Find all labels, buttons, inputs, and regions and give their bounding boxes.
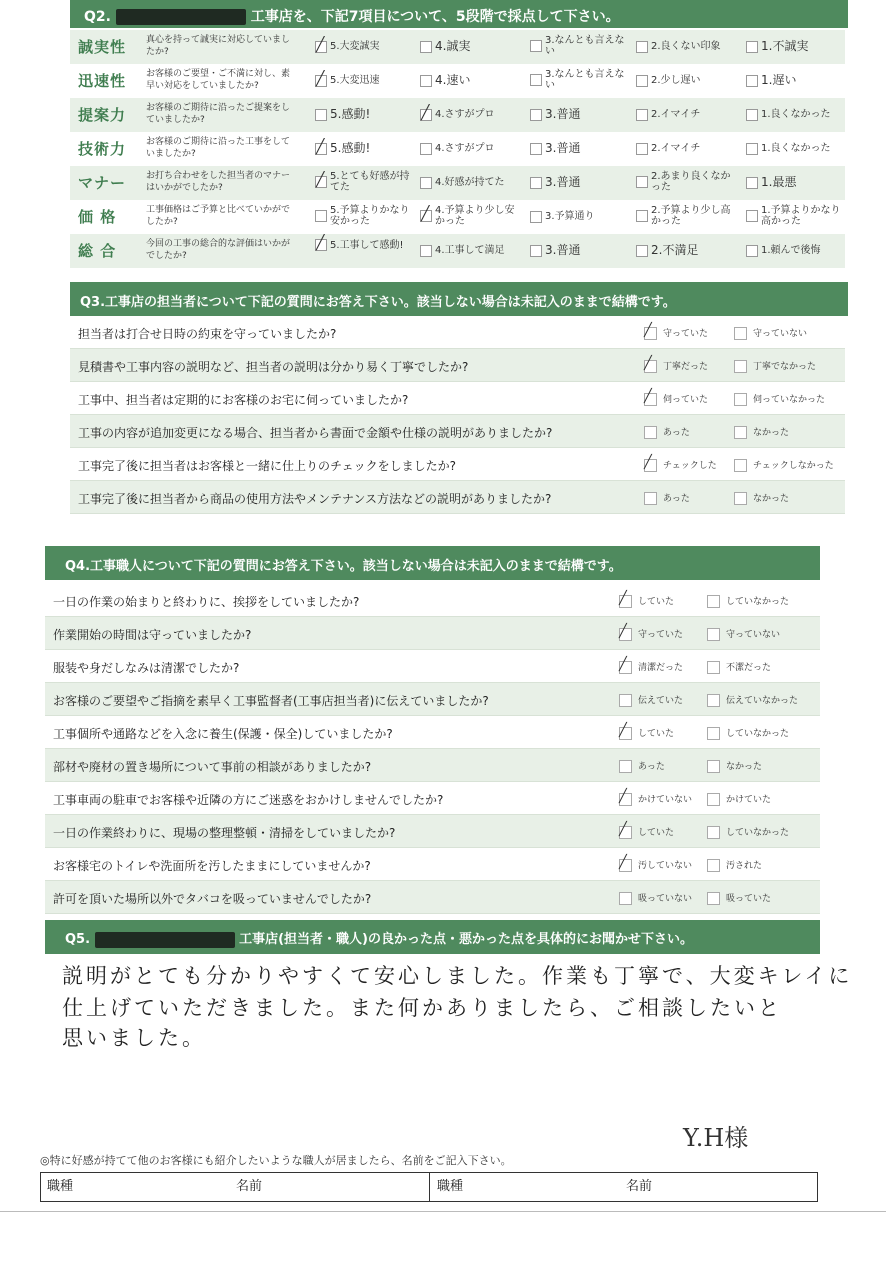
- recommend-note: ◎特に好感が持てて他のお客様にも紹介したいような職人が居ましたら、名前をご記入下さい。: [40, 1154, 512, 1167]
- q4-row: [45, 749, 820, 782]
- q4-header: [45, 546, 820, 580]
- q3-answer-label: なかった: [753, 428, 790, 438]
- q4-question: 作業開始の時間は守っていましたか?: [53, 628, 252, 642]
- q3-row: [70, 448, 845, 481]
- q4-row: [45, 683, 820, 716]
- q2-option-label: 3.普通: [545, 175, 581, 189]
- table-divider: [429, 1173, 430, 1201]
- q4-answer-no[interactable]: [707, 825, 789, 839]
- checkbox[interactable]: [707, 595, 720, 608]
- q5-number: Q5.: [65, 932, 91, 947]
- q4-answer-label: していた: [638, 729, 675, 739]
- q4-answer-no[interactable]: [707, 891, 771, 905]
- q4-answer-label: 汚された: [726, 861, 763, 871]
- checkbox[interactable]: [644, 393, 657, 406]
- q2-header: [70, 0, 848, 28]
- checkbox[interactable]: [420, 245, 432, 257]
- q2-header-text: 工事店を、下記7項目について、5段階で採点して下さい。: [250, 9, 620, 25]
- q2-option-label: 1.遅い: [761, 73, 797, 87]
- q2-option-label: 5.工事して感動!: [330, 239, 404, 251]
- q3-answer-label: あった: [663, 494, 690, 504]
- q2-option-label: 3.なんとも言えない: [545, 69, 625, 91]
- q4-row: [45, 617, 820, 650]
- checkbox[interactable]: [636, 41, 648, 53]
- q4-answer-yes[interactable]: [619, 792, 692, 806]
- q2-category: 誠実性: [78, 38, 127, 56]
- q2-row: [70, 200, 845, 234]
- q3-answer-label: 伺っていた: [663, 395, 709, 405]
- q2-category: 迅速性: [78, 72, 127, 90]
- q2-option[interactable]: [420, 142, 524, 156]
- answer-line-2: 仕上げていただきました。また何かありましたら、ご相談したいと: [62, 996, 782, 1020]
- q4-answer-yes[interactable]: [619, 825, 674, 839]
- q4-answer-label: 汚していない: [638, 861, 693, 871]
- checkbox[interactable]: [707, 859, 720, 872]
- checkbox[interactable]: [530, 211, 542, 223]
- checkbox[interactable]: [530, 40, 542, 52]
- q2-option[interactable]: [746, 205, 844, 227]
- checkbox[interactable]: [420, 75, 432, 87]
- q4-answer-label: なかった: [726, 762, 763, 772]
- q4-question: 工事個所や通路などを入念に養生(保護・保全)していましたか?: [53, 727, 393, 741]
- q2-option-label: 2.良くない印象: [651, 41, 721, 52]
- check-mark-icon: ╱: [316, 36, 325, 53]
- q4-row: [45, 881, 820, 914]
- q4-answer-label: 不潔だった: [726, 663, 772, 673]
- q4-answer-no[interactable]: [707, 858, 762, 872]
- recommend-name-table: [40, 1172, 818, 1202]
- q2-option[interactable]: [530, 142, 634, 155]
- checkbox[interactable]: [734, 393, 747, 406]
- q2-option[interactable]: [315, 70, 419, 88]
- q3-answer-label: なかった: [753, 494, 790, 504]
- q2-option[interactable]: [315, 36, 419, 54]
- checkbox[interactable]: [619, 859, 632, 872]
- q2-option[interactable]: [530, 176, 634, 189]
- checkbox[interactable]: [746, 75, 758, 87]
- q2-question: お客様のご期待に沿ったご提案をしていましたか?: [146, 103, 291, 125]
- q4-answer-no[interactable]: [707, 693, 798, 707]
- checkbox[interactable]: [315, 235, 327, 251]
- q2-option-label: 2.予算より少し高かった: [651, 205, 731, 227]
- checkbox[interactable]: [636, 176, 648, 188]
- q4-question: 部材や廃材の置き場所について事前の相談がありましたか?: [53, 760, 372, 774]
- q4-answer-yes[interactable]: [619, 891, 692, 905]
- q3-answer-yes[interactable]: [644, 491, 690, 505]
- q3-answer-label: 守っていた: [663, 329, 709, 339]
- q3-question: 工事完了後に担当者はお客様と一緒に仕上りのチェックをしましたか?: [78, 459, 457, 473]
- q2-option-label: 4.工事して満足: [435, 245, 505, 256]
- checkbox[interactable]: [619, 661, 632, 674]
- checkbox[interactable]: [619, 892, 632, 905]
- q3-row: [70, 481, 845, 514]
- checkbox[interactable]: [619, 694, 632, 707]
- q2-option[interactable]: [530, 108, 634, 121]
- checkbox[interactable]: [644, 327, 657, 340]
- q2-option[interactable]: [636, 205, 740, 227]
- q3-answer-label: 伺っていなかった: [753, 395, 826, 405]
- checkbox[interactable]: [530, 109, 542, 121]
- checkbox[interactable]: [619, 628, 632, 641]
- q2-category: マナー: [78, 174, 127, 192]
- q2-option-label: 4.さすがプロ: [435, 143, 495, 154]
- q3-answer-no[interactable]: [734, 326, 807, 340]
- q2-option[interactable]: [420, 205, 524, 227]
- checkbox[interactable]: [315, 138, 327, 155]
- q4-row: [45, 848, 820, 881]
- checkbox[interactable]: [315, 172, 327, 188]
- q2-question: お客様のご期待に沿った工事をしていましたか?: [146, 137, 291, 159]
- q3-answer-label: あった: [663, 428, 690, 438]
- checkbox[interactable]: [619, 595, 632, 608]
- job-label-1: 職種: [47, 1179, 74, 1194]
- q2-option-label: 5.予算よりかなり安かった: [330, 205, 410, 227]
- q4-answer-no[interactable]: [707, 627, 780, 641]
- q4-row: [45, 650, 820, 683]
- q2-category: 提案力: [78, 106, 127, 124]
- q4-answer-yes[interactable]: [619, 627, 683, 641]
- q2-option-label: 3.普通: [545, 141, 581, 155]
- q2-option[interactable]: [530, 69, 634, 91]
- checkbox[interactable]: [746, 41, 758, 53]
- q2-option[interactable]: [636, 142, 740, 156]
- q2-option-label: 4.好感が持てた: [435, 177, 505, 188]
- q2-option[interactable]: [636, 171, 740, 193]
- q2-category: 技術力: [78, 140, 127, 158]
- answer-line-3: 思いました。: [62, 1026, 206, 1050]
- checkbox[interactable]: [707, 826, 720, 839]
- q2-option[interactable]: [315, 171, 419, 193]
- q4-answer-label: 伝えていなかった: [726, 696, 799, 706]
- q2-row: [70, 98, 845, 132]
- q3-row: [70, 382, 845, 415]
- q2-option[interactable]: [746, 40, 844, 53]
- q4-row: [45, 782, 820, 815]
- checkbox[interactable]: [644, 426, 657, 439]
- checkbox[interactable]: [746, 210, 758, 222]
- q3-header-text: Q3.工事店の担当者について下記の質問にお答え下さい。該当しない場合は未記入のままで結構です。: [80, 295, 676, 310]
- checkbox[interactable]: [619, 760, 632, 773]
- q4-answer-no[interactable]: [707, 660, 771, 674]
- q3-answer-no[interactable]: [734, 392, 825, 406]
- q4-header-text: Q4.工事職人について下記の質問にお答え下さい。該当しない場合は未記入のままで結構です。: [65, 559, 622, 574]
- checkbox[interactable]: [734, 426, 747, 439]
- q2-option-label: 1.最悪: [761, 175, 797, 189]
- q2-category: 総 合: [78, 242, 117, 260]
- checkbox[interactable]: [420, 41, 432, 53]
- q3-row: [70, 415, 845, 448]
- q2-option[interactable]: [420, 104, 524, 122]
- q4-answer-label: 守っていた: [638, 630, 684, 640]
- q2-option[interactable]: [636, 244, 740, 257]
- q4-row: [45, 716, 820, 749]
- checkbox[interactable]: [619, 727, 632, 740]
- checkbox[interactable]: [636, 245, 648, 257]
- q2-option-label: 3.予算通り: [545, 211, 595, 222]
- q4-answer-yes[interactable]: [619, 858, 692, 872]
- q2-option-label: 4.速い: [435, 73, 471, 87]
- q2-row: [70, 132, 845, 166]
- q4-question: 工事車両の駐車でお客様や近隣の方にご迷惑をおかけしませんでしたか?: [53, 793, 444, 807]
- q2-option[interactable]: [746, 176, 844, 189]
- q2-question: お客様のご要望・ご不満に対し、素早い対応をしていましたか?: [146, 69, 291, 91]
- redacted-shop-name: [116, 9, 246, 25]
- q3-question: 工事完了後に担当者から商品の使用方法やメンテナンス方法などの説明がありましたか?: [78, 492, 552, 506]
- q2-category: 価 格: [78, 208, 117, 226]
- checkbox[interactable]: [420, 104, 432, 121]
- q4-answer-yes[interactable]: [619, 726, 674, 740]
- checkbox[interactable]: [707, 760, 720, 773]
- checkbox[interactable]: [530, 245, 542, 257]
- q4-answer-label: していた: [638, 597, 675, 607]
- q2-option-label: 4.さすがプロ: [435, 109, 495, 120]
- q2-option[interactable]: [746, 142, 844, 156]
- checkbox[interactable]: [619, 793, 632, 806]
- q4-question: お客様のご要望やご指摘を素早く工事監督者(工事店担当者)に伝えていましたか?: [53, 694, 489, 708]
- q4-question: お客様宅のトイレや洗面所を汚したままにしていませんか?: [53, 859, 371, 873]
- checkbox[interactable]: [746, 143, 758, 155]
- q4-answer-no[interactable]: [707, 726, 789, 740]
- q2-option[interactable]: [420, 176, 524, 190]
- q4-answer-no[interactable]: [707, 594, 789, 608]
- q2-row: [70, 30, 845, 64]
- job-label-2: 職種: [437, 1179, 464, 1194]
- q4-answer-label: 清潔だった: [638, 663, 684, 673]
- checkbox[interactable]: [644, 459, 657, 472]
- q3-answer-no[interactable]: [734, 458, 834, 472]
- q2-option[interactable]: [746, 244, 844, 258]
- q2-row: [70, 234, 845, 268]
- q2-option[interactable]: [636, 74, 740, 88]
- checkbox[interactable]: [707, 661, 720, 674]
- checkbox[interactable]: [746, 177, 758, 189]
- q2-option-label: 4.予算より少し安かった: [435, 205, 515, 227]
- q4-row: [45, 815, 820, 848]
- checkbox[interactable]: [644, 492, 657, 505]
- q3-answer-label: チェックした: [663, 461, 717, 471]
- q2-option-label: 1.予算よりかなり高かった: [761, 205, 841, 227]
- q2-option[interactable]: [530, 244, 634, 257]
- checkbox[interactable]: [315, 210, 327, 222]
- checkbox[interactable]: [734, 492, 747, 505]
- q3-answer-yes[interactable]: [644, 359, 708, 373]
- q4-answer-label: していた: [638, 828, 675, 838]
- q4-answer-no[interactable]: [707, 792, 771, 806]
- checkbox[interactable]: [644, 360, 657, 373]
- q2-option-label: 2.不満足: [651, 243, 699, 257]
- name-field-2[interactable]: 名前: [626, 1179, 653, 1194]
- q5-header: [45, 920, 820, 954]
- q2-option[interactable]: [420, 74, 524, 87]
- q2-option-label: 4.誠実: [435, 39, 471, 53]
- q3-answer-no[interactable]: [734, 359, 816, 373]
- q2-option[interactable]: [315, 235, 419, 251]
- checkbox[interactable]: [420, 177, 432, 189]
- q2-option[interactable]: [420, 244, 524, 258]
- q2-row: [70, 166, 845, 200]
- q2-option[interactable]: [530, 210, 634, 224]
- checkbox[interactable]: [707, 694, 720, 707]
- checkbox[interactable]: [707, 892, 720, 905]
- q4-answer-label: していなかった: [726, 828, 790, 838]
- q5-header-text: 工事店(担当者・職人)の良かった点・悪かった点を具体的にお聞かせ下さい。: [239, 932, 693, 947]
- q2-option-label: 1.良くなかった: [761, 109, 831, 120]
- q2-option[interactable]: [636, 108, 740, 122]
- q3-question: 工事の内容が追加変更になる場合、担当者から書面で金額や仕様の説明がありましたか?: [78, 426, 553, 440]
- checkbox[interactable]: [420, 206, 432, 222]
- q2-option[interactable]: [530, 35, 634, 57]
- q2-option-label: 1.良くなかった: [761, 143, 831, 154]
- checkbox[interactable]: [707, 628, 720, 641]
- answer-line-1: 説明がとても分かりやすくて安心しました。作業も丁寧で、大変キレイに: [62, 964, 853, 988]
- q3-row: [70, 349, 845, 382]
- q4-answer-label: 吸っていた: [726, 894, 772, 904]
- q4-answer-yes[interactable]: [619, 759, 665, 773]
- checkbox[interactable]: [315, 36, 327, 53]
- q4-answer-no[interactable]: [707, 759, 762, 773]
- q2-question: お打ち合わせをした担当者のマナーはいかがでしたか?: [146, 171, 291, 193]
- q2-option-label: 2.イマイチ: [651, 143, 701, 154]
- q4-question: 服装や身だしなみは清潔でしたか?: [53, 661, 240, 675]
- checkbox[interactable]: [530, 74, 542, 86]
- name-field-1[interactable]: 名前: [236, 1179, 263, 1194]
- checkbox[interactable]: [530, 177, 542, 189]
- q2-question: 工事価格はご予算と比べていかがでしたか?: [146, 205, 291, 227]
- redacted-shop-name: [95, 932, 235, 948]
- q2-option-label: 5.感動!: [330, 141, 371, 155]
- q3-answer-yes[interactable]: [644, 425, 690, 439]
- q2-option-label: 5.感動!: [330, 107, 371, 121]
- q4-answer-label: 吸っていない: [638, 894, 693, 904]
- checkbox[interactable]: [530, 143, 542, 155]
- q2-option-label: 2.イマイチ: [651, 109, 701, 120]
- q2-option[interactable]: [315, 138, 419, 155]
- checkbox[interactable]: [315, 70, 327, 87]
- q4-answer-label: 守っていない: [726, 630, 781, 640]
- q4-answer-label: かけていない: [638, 795, 693, 805]
- q3-answer-yes[interactable]: [644, 392, 708, 406]
- q2-question: 真心を持って誠実に対応していましたか?: [146, 35, 291, 57]
- q3-answer-no[interactable]: [734, 491, 789, 505]
- q2-option-label: 3.普通: [545, 243, 581, 257]
- q4-question: 許可を頂いた場所以外でタバコを吸っていませんでしたか?: [53, 892, 372, 906]
- q3-answer-no[interactable]: [734, 425, 789, 439]
- q3-header: [70, 282, 848, 316]
- q3-answer-label: 丁寧でなかった: [753, 362, 817, 372]
- q4-answer-label: していなかった: [726, 729, 790, 739]
- q4-answer-label: あった: [638, 762, 665, 772]
- q2-option-label: 3.普通: [545, 107, 581, 121]
- checkbox[interactable]: [636, 109, 648, 121]
- checkbox[interactable]: [746, 109, 758, 121]
- q2-option-label: 2.少し遅い: [651, 75, 701, 86]
- q2-option[interactable]: [420, 40, 524, 53]
- check-mark-icon: ╱: [316, 70, 325, 87]
- q4-answer-label: 伝えていた: [638, 696, 684, 706]
- checkbox[interactable]: [619, 826, 632, 839]
- checkbox[interactable]: [636, 210, 648, 222]
- q4-question: 一日の作業の始まりと終わりに、挨拶をしていましたか?: [53, 595, 360, 609]
- checkbox[interactable]: [734, 360, 747, 373]
- q3-answer-yes[interactable]: [644, 458, 717, 472]
- q4-answer-yes[interactable]: [619, 693, 683, 707]
- checkbox[interactable]: [734, 459, 747, 472]
- q3-row: [70, 316, 845, 349]
- check-mark-icon: ╱: [421, 104, 430, 121]
- q4-answer-label: していなかった: [726, 597, 790, 607]
- q2-option[interactable]: [315, 108, 419, 121]
- check-mark-icon: ╱: [421, 206, 430, 222]
- checkbox[interactable]: [420, 143, 432, 155]
- q4-question: 一日の作業終わりに、現場の整理整頓・清掃をしていましたか?: [53, 826, 396, 840]
- q2-option[interactable]: [746, 74, 844, 87]
- q4-answer-yes[interactable]: [619, 594, 674, 608]
- q4-row: [45, 584, 820, 617]
- check-mark-icon: ╱: [316, 138, 325, 155]
- checkbox[interactable]: [636, 143, 648, 155]
- q3-answer-label: 守っていない: [753, 329, 808, 339]
- page-bottom-rule: [0, 1211, 886, 1212]
- q3-question: 担当者は打合せ日時の約束を守っていましたか?: [78, 327, 337, 341]
- q2-row: [70, 64, 845, 98]
- checkbox[interactable]: [746, 245, 758, 257]
- q3-answer-yes[interactable]: [644, 326, 708, 340]
- q2-option[interactable]: [636, 40, 740, 54]
- q3-answer-label: チェックしなかった: [753, 461, 834, 471]
- q2-question: 今回の工事の総合的な評価はいかがでしたか?: [146, 239, 291, 261]
- customer-signature: Y.H様: [683, 1124, 749, 1152]
- checkbox[interactable]: [734, 327, 747, 340]
- q2-option-label: 3.なんとも言えない: [545, 35, 625, 57]
- q2-option[interactable]: [315, 205, 419, 227]
- q2-option-label: 5.大変迅速: [330, 75, 380, 86]
- q4-answer-label: かけていた: [726, 795, 772, 805]
- checkbox[interactable]: [707, 727, 720, 740]
- q2-option-label: 1.不誠実: [761, 39, 809, 53]
- q4-answer-yes[interactable]: [619, 660, 683, 674]
- checkbox[interactable]: [315, 109, 327, 121]
- q2-option-label: 5.とても好感が持てた: [330, 171, 410, 193]
- checkbox[interactable]: [636, 75, 648, 87]
- check-mark-icon: ╱: [316, 235, 325, 251]
- q3-question: 見積書や工事内容の説明など、担当者の説明は分かり易く丁寧でしたか?: [78, 360, 469, 374]
- q2-option[interactable]: [746, 108, 844, 122]
- q2-number: Q2.: [84, 9, 111, 25]
- q3-question: 工事中、担当者は定期的にお客様のお宅に伺っていましたか?: [78, 393, 409, 407]
- check-mark-icon: ╱: [316, 172, 325, 188]
- q2-option-label: 2.あまり良くなかった: [651, 171, 731, 193]
- q2-option-label: 5.大変誠実: [330, 41, 380, 52]
- checkbox[interactable]: [707, 793, 720, 806]
- q3-answer-label: 丁寧だった: [663, 362, 709, 372]
- q2-option-label: 1.頼んで後悔: [761, 245, 821, 256]
